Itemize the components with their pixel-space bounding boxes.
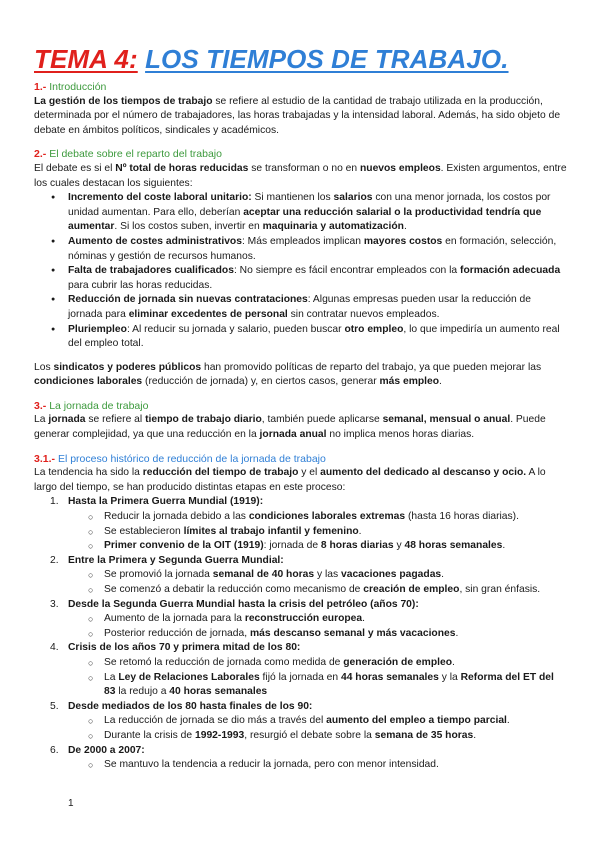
page-number: 1	[68, 798, 74, 809]
list-item: ● Falta de trabajadores cualificados: No siempre es fácil encontrar empleados con la formación adecuada para cubrir las horas reducidas.	[68, 264, 568, 293]
bold-text: 40 horas semanales	[169, 686, 268, 698]
bold-text: 48 horas semanales	[404, 540, 503, 552]
list-item: ● Incremento del coste laboral unitario: Si mantienen los salarios con una menor jornada, los costos por unidad aumentan. Para ello, deberían aceptar una reducción salarial o la productividad tendría que aumentar. Si los costos suben, invertir en maquinaria y automatización.	[68, 191, 568, 235]
stage-number: 3.	[50, 598, 59, 610]
bold-text: 1992-1993	[195, 729, 245, 741]
bold-text: condiciones laborales extremas	[248, 511, 406, 523]
bold-text: reducción del tiempo de trabajo	[142, 467, 299, 479]
bold-text: otro empleo	[344, 323, 404, 335]
section-title: La jornada de trabajo	[49, 399, 149, 412]
bold-text: mayores costos	[363, 235, 443, 247]
stage-sublist	[68, 612, 568, 641]
bold-text: vacaciones pagadas	[340, 569, 442, 581]
stage-number: 4.	[50, 642, 59, 654]
bold-text: Reforma del ET del 83	[104, 671, 554, 698]
bold-text: límites al trabajo infantil y femenino	[183, 525, 359, 537]
sub-list-item: ○ Posterior reducción de jornada, más descanso semanal y más vacaciones.	[104, 627, 568, 642]
stage-sublist	[68, 714, 568, 743]
stage-number: 2.	[50, 554, 59, 566]
bold-text: maquinaria y automatización	[262, 221, 404, 233]
stage-heading: Crisis de los años 70 y primera mitad de los 80:	[68, 642, 301, 654]
bold-text: Aumento de costes administrativos	[68, 235, 242, 247]
sub-list-item: ○ Aumento de la jornada para la reconstrucción europea.	[104, 612, 568, 627]
stage-number: 1.	[50, 496, 59, 508]
stage-heading: Desde la Segunda Guerra Mundial hasta la crisis del petróleo (años 70):	[68, 598, 419, 610]
bold-text: La gestión de los tiempos de trabajo	[34, 95, 213, 107]
bold-text: aumento del dedicado al descanso y ocio.	[320, 467, 527, 479]
stage-item	[50, 554, 568, 598]
bold-text: formación adecuada	[460, 265, 561, 277]
bold-text: nuevos empleos	[359, 162, 441, 174]
bold-text: Nº total de horas reducidas	[115, 162, 249, 174]
bold-text: tiempo de trabajo diario	[145, 414, 262, 426]
section-heading-jornada	[34, 399, 568, 414]
bold-text: creación de empleo	[363, 584, 460, 595]
argument-list	[34, 191, 568, 352]
bold-text: Falta de trabajadores cualificados	[68, 265, 234, 277]
section-number: 2.-	[34, 148, 47, 161]
paragraph: Los sindicatos y poderes públicos han promovido políticas de reparto del trabajo, ya que pueden mejorar las condiciones laborales (reducción de jornada) y, en ciertos casos, generar más empleo.	[34, 361, 542, 388]
paragraph: La gestión de los tiempos de trabajo se refiere al estudio de la cantidad de trabajo utilizada en la producción, determinada por el número de trabajadores, las horas trabajadas y la intensidad laboral. Además, ha sido objeto de debate en ámbitos políticos, sindicales y académicos.	[34, 95, 561, 136]
document-body	[34, 80, 568, 773]
stage-item	[50, 700, 568, 744]
title-part-1: TEMA 4:	[34, 44, 138, 74]
sub-list-item: ○ Se establecieron límites al trabajo infantil y femenino.	[104, 525, 568, 540]
sub-list-item: ○ Durante la crisis de 1992-1993, resurgió el debate sobre la semana de 35 horas.	[104, 729, 568, 744]
paragraph: El debate es si el Nº total de horas reducidas se transforman o no en nuevos empleos. Existen argumentos, entre los cuales destacan los siguientes:	[34, 162, 567, 189]
document-title	[34, 44, 509, 75]
stages-list	[34, 495, 568, 772]
bold-text: generación de empleo	[343, 656, 452, 668]
sub-list-item: ○ La Ley de Relaciones Laborales fijó la jornada en 44 horas semanales y la Reforma del ET del 83 la redujo a 40 horas semanales	[104, 671, 568, 700]
sub-list-item: ○ Primer convenio de la OIT (1919): jornada de 8 horas diarias y 48 horas semanales.	[104, 539, 568, 554]
sub-list-item: ○ Se retomó la reducción de jornada como medida de generación de empleo.	[104, 656, 568, 671]
sub-list-item: ○ Se mantuvo la tendencia a reducir la jornada, pero con menor intensidad.	[104, 758, 568, 773]
stage-number: 6.	[50, 744, 59, 756]
stage-heading: De 2000 a 2007:	[68, 744, 145, 756]
bold-text: Pluriempleo	[68, 323, 127, 335]
section-number: 1.-	[34, 81, 47, 93]
bold-text: semanal de 40 horas	[212, 569, 315, 581]
section-heading-introduccion	[34, 80, 568, 95]
bold-text: aumento del empleo a tiempo parcial	[326, 715, 507, 727]
bold-text: jornada	[48, 414, 86, 426]
section-title: El debate sobre el reparto del trabajo	[49, 148, 222, 161]
stage-sublist	[68, 568, 568, 597]
bold-text: condiciones laborales	[34, 376, 143, 388]
sub-list-item: ○ Se comenzó a debatir la reducción como mecanismo de creación de empleo, sin gran énfasis.	[104, 583, 568, 598]
stage-heading: Entre la Primera y Segunda Guerra Mundial:	[68, 554, 284, 566]
bold-text: jornada anual	[259, 429, 327, 441]
list-item: ● Aumento de costes administrativos: Más empleados implican mayores costos en formación, selección, nóminas y gestión de recursos humanos.	[68, 235, 568, 264]
stage-heading: Hasta la Primera Guerra Mundial (1919):	[68, 496, 264, 508]
list-item: ● Pluriempleo: Al reducir su jornada y salario, pueden buscar otro empleo, lo que impediría un aumento real del empleo total.	[68, 323, 568, 352]
bold-text: 44 horas semanales	[340, 671, 439, 683]
bold-text: sindicatos y poderes públicos	[53, 361, 202, 373]
section-number: 3.1.-	[34, 452, 56, 465]
stage-heading: Desde mediados de los 80 hasta finales de los 90:	[68, 700, 313, 712]
section-title: El proceso histórico de reducción de la jornada de trabajo	[57, 452, 326, 465]
sub-list-item: ○ Se promovió la jornada semanal de 40 horas y las vacaciones pagadas.	[104, 568, 568, 583]
section-number: 3.-	[34, 399, 47, 412]
paragraph: La tendencia ha sido la reducción del tiempo de trabajo y el aumento del dedicado al descanso y ocio. A lo largo del tiempo, se han producido distintas etapas en este proceso:	[34, 467, 546, 493]
section-title: Introducción	[49, 81, 107, 93]
stage-item	[50, 641, 568, 699]
list-item: ● Reducción de jornada sin nuevas contrataciones: Algunas empresas pueden usar la reducción de jornada para eliminar excedentes de personal sin contratar nuevos empleados.	[68, 293, 568, 322]
bold-text: semana de 35 horas	[374, 729, 474, 741]
stage-sublist	[68, 758, 568, 773]
title-part-2: LOS TIEMPOS DE TRABAJO.	[145, 44, 509, 74]
stage-sublist	[68, 510, 568, 554]
stage-number: 5.	[50, 700, 59, 712]
bold-text: eliminar excedentes de personal	[128, 308, 288, 320]
bold-text: Ley de Relaciones Laborales	[118, 671, 260, 683]
bold-text: más empleo	[379, 376, 440, 388]
section-heading-debate	[34, 147, 568, 162]
bold-text: aceptar una reducción salarial o la productividad tendría que aumentar	[68, 206, 542, 233]
bold-text: semanal, mensual o anual	[382, 414, 511, 426]
paragraph: La jornada se refiere al tiempo de trabajo diario, también puede aplicarse semanal, mensual o anual. Puede generar complejidad, ya que una reducción en la jornada anual no implica menos horas diarias.	[34, 414, 546, 441]
bold-text: 8 horas diarias	[320, 540, 394, 552]
stage-sublist	[68, 656, 568, 700]
section-heading-proceso-historico	[34, 452, 568, 467]
bold-text: Incremento del coste laboral unitario:	[68, 192, 252, 204]
sub-list-item: ○ Reducir la jornada debido a las condiciones laborales extremas (hasta 16 horas diarias).	[104, 510, 568, 525]
bold-text: reconstrucción europea	[244, 613, 363, 625]
bold-text: Reducción de jornada sin nuevas contrataciones	[68, 294, 308, 306]
bold-text: más descanso semanal y más vacaciones	[249, 627, 456, 639]
stage-item	[50, 744, 568, 773]
stage-item	[50, 598, 568, 642]
bold-text: salarios	[333, 192, 373, 204]
bold-text: Primer convenio de la OIT (1919)	[104, 540, 264, 552]
stage-item	[50, 495, 568, 553]
sub-list-item: ○ La reducción de jornada se dio más a través del aumento del empleo a tiempo parcial.	[104, 714, 568, 729]
